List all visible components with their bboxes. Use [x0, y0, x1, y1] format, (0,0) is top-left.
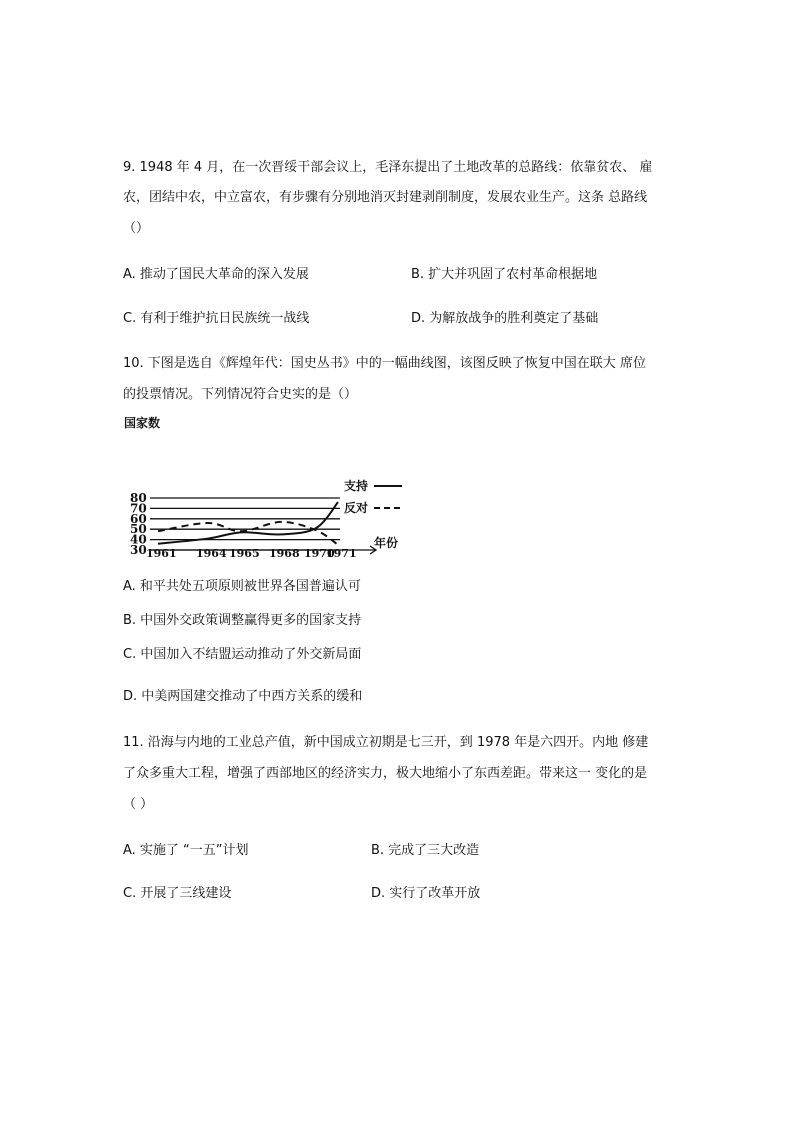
q11-option-a: A. 实施了 “一五”计划	[123, 843, 249, 858]
y-tick-label: 80	[130, 491, 147, 505]
q9-option-d: D. 为解放战争的胜利奠定了基础	[411, 311, 599, 326]
x-tick-label: 1971	[326, 547, 357, 560]
x-tick-label: 1961	[146, 547, 177, 560]
y-tick-label: 40	[130, 532, 147, 547]
y-tick-labels	[130, 491, 147, 557]
x-tick-labels	[146, 547, 357, 560]
q11-option-c: C. 开展了三线建设	[123, 886, 232, 901]
q11-stem-line-2: 了众多重大工程，增强了西部地区的经济实力，极大地缩小了东西差距。带来这一 变化的是	[123, 766, 648, 781]
x-tick-label: 1965	[229, 547, 260, 560]
q10-stem-line-2: 的投票情况。下列情况符合史实的是（）	[123, 387, 358, 402]
q10-option-c: C. 中国加入不结盟运动推动了外交新局面	[123, 647, 362, 662]
vote-line-chart	[118, 412, 408, 562]
q10-option-d: D. 中美两国建交推动了中西方关系的缓和	[123, 689, 363, 704]
legend-label: 支持	[344, 479, 369, 493]
q10-option-b: B. 中国外交政策调整赢得更多的国家支持	[123, 613, 362, 628]
y-tick-label: 60	[130, 511, 147, 526]
q9-option-a: A. 推动了国民大革命的深入发展	[123, 267, 309, 282]
q9-stem-line-1: 9. 1948 年 4 月，在一次晋绥干部会议上，毛泽东提出了土地改革的总路线：依靠贫农、 雇	[123, 160, 653, 175]
y-axis-label: 国家数	[124, 416, 161, 430]
q11-option-b: B. 完成了三大改造	[371, 843, 480, 858]
q10-option-a: A. 和平共处五项原则被世界各国普遍认可	[123, 579, 361, 594]
q9-option-b: B. 扩大并巩固了农村革命根据地	[411, 267, 598, 282]
q11-stem-line-1: 11. 沿海与内地的工业总产值，新中国成立初期是七三开，到 1978 年是六四开。内地 修建	[123, 735, 649, 750]
q9-option-c: C. 有利于维护抗日民族统一战线	[123, 311, 310, 326]
y-tick-label: 70	[130, 501, 147, 516]
y-tick-label: 50	[130, 522, 147, 537]
legend	[344, 478, 402, 515]
x-tick-label: 1964	[196, 547, 227, 560]
q9-stem-line-2: 农，团结中农，中立富农，有步骤有分别地消灭封建剥削制度，发展农业生产。这条 总路线	[123, 190, 648, 205]
q9-stem-line-3: （）	[123, 221, 150, 236]
legend-label: 反对	[344, 501, 369, 515]
x-tick-label: 1970	[304, 547, 335, 560]
x-tick-label: 1968	[269, 547, 300, 560]
y-tick-label: 30	[130, 543, 147, 557]
q11-option-d: D. 实行了改革开放	[371, 886, 481, 901]
x-axis-label: 年份	[374, 536, 399, 550]
q11-stem-line-3: （ ）	[123, 797, 154, 812]
q10-stem-line-1: 10. 下图是选自《辉煌年代：国史丛书》中的一幅曲线图，该图反映了恢复中国在联大 席位	[123, 356, 646, 371]
